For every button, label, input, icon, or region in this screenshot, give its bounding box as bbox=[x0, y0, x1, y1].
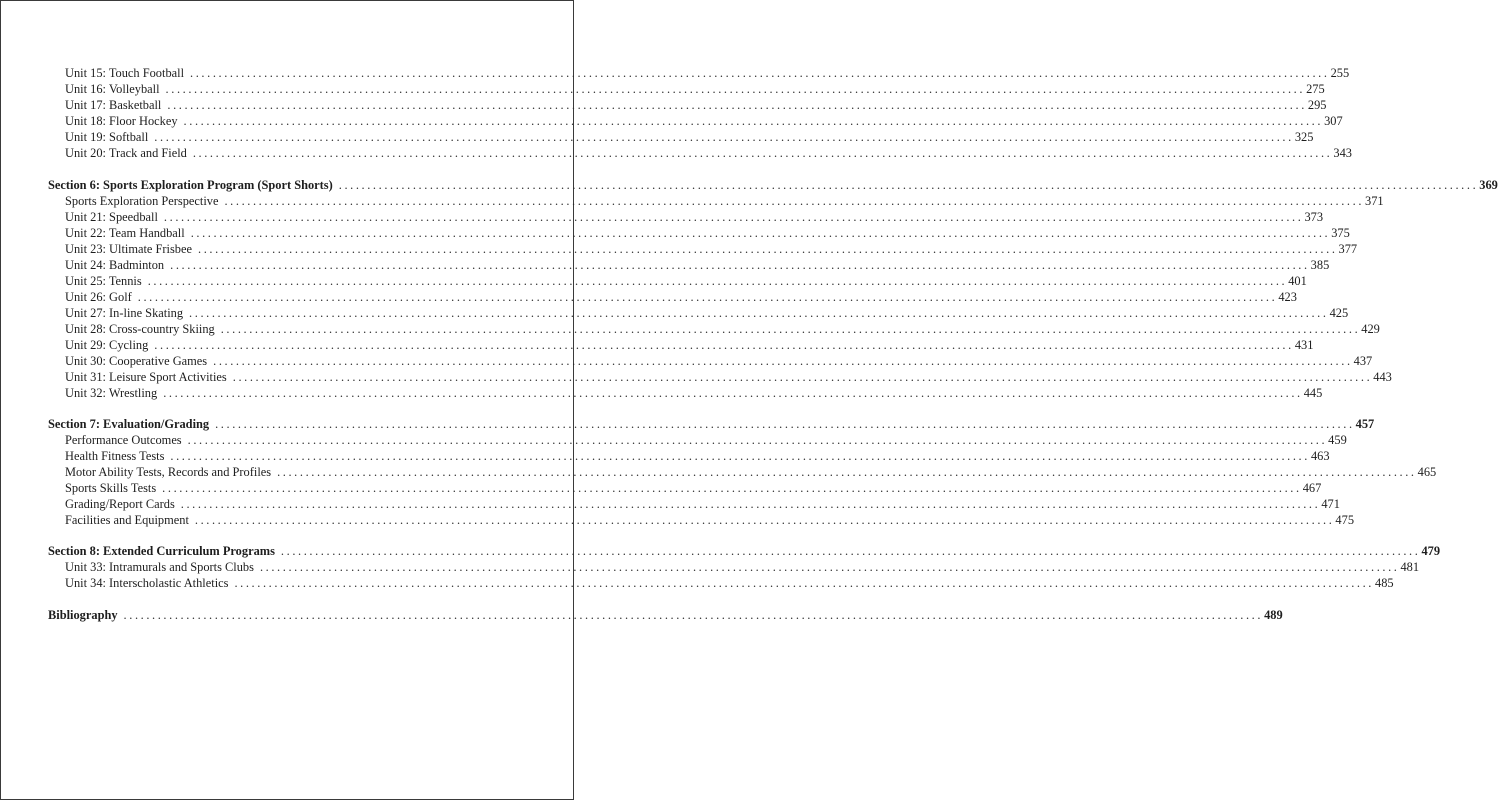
toc-entry-page-number: 275 bbox=[1306, 82, 1325, 96]
toc-entry-title: Health Fitness Tests bbox=[65, 449, 165, 463]
toc-entry-title: Unit 25: Tennis bbox=[65, 274, 142, 288]
toc-entry-title: Unit 32: Wrestling bbox=[65, 386, 158, 400]
toc-entry-title: Unit 22: Team Handball bbox=[65, 226, 185, 240]
toc-entry-page-number: 471 bbox=[1321, 497, 1340, 511]
toc-entry-title: Unit 28: Cross-country Skiing bbox=[65, 322, 215, 336]
toc-entry bbox=[65, 209, 1324, 225]
dot-leader: ........................................................................................................................................................................................................ bbox=[167, 98, 1307, 112]
dot-leader: ........................................................................................................................................................................................................ bbox=[137, 290, 1278, 304]
dot-leader: ........................................................................................................................................................................................................ bbox=[183, 114, 1324, 128]
toc-entry-page-number: 475 bbox=[1335, 513, 1355, 527]
toc-entry-page-number: 295 bbox=[1307, 98, 1327, 112]
toc-entry bbox=[65, 385, 1323, 401]
toc-entry-title: Unit 15: Touch Football bbox=[65, 66, 185, 80]
dot-leader: ........................................................................................................................................................................................................ bbox=[123, 608, 1264, 622]
toc-entry-page-number: 343 bbox=[1333, 146, 1352, 160]
toc-section-entry bbox=[48, 607, 1283, 623]
toc-entry-page-number: 423 bbox=[1278, 290, 1297, 304]
toc-entry-title: Unit 26: Golf bbox=[65, 290, 132, 304]
toc-entry bbox=[65, 448, 1330, 464]
toc-entry bbox=[65, 193, 1384, 209]
toc-entry-title: Facilities and Equipment bbox=[65, 513, 189, 527]
dot-leader: ........................................................................................................................................................................................................ bbox=[154, 130, 1294, 144]
toc-entry-page-number: 371 bbox=[1365, 194, 1384, 208]
toc-entry bbox=[65, 129, 1314, 145]
toc-entry-page-number: 431 bbox=[1294, 338, 1314, 352]
dot-leader: ........................................................................................................................................................................................................ bbox=[198, 242, 1338, 256]
toc-entry-title: Unit 29: Cycling bbox=[65, 338, 149, 352]
toc-entry-page-number: 429 bbox=[1361, 322, 1380, 336]
toc-entry-page-number: 463 bbox=[1310, 449, 1330, 463]
toc-entry-title: Section 8: Extended Curriculum Programs bbox=[48, 544, 275, 558]
toc-entry bbox=[65, 257, 1330, 273]
toc-entry-title: Sports Skills Tests bbox=[65, 481, 157, 495]
dot-leader: ........................................................................................................................................................................................................ bbox=[234, 576, 1374, 590]
toc-entry bbox=[65, 432, 1347, 448]
dot-leader: ........................................................................................................................................................................................................ bbox=[165, 82, 1306, 96]
toc-entry-title: Unit 34: Interscholastic Athletics bbox=[65, 576, 229, 590]
dot-leader: ........................................................................................................................................................................................................ bbox=[277, 465, 1417, 479]
toc-entry-title: Unit 23: Ultimate Frisbee bbox=[65, 242, 192, 256]
toc-entry-title: Section 7: Evaluation/Grading bbox=[48, 417, 210, 431]
dot-leader: ........................................................................................................................................................................................................ bbox=[338, 178, 1479, 192]
toc-entry-page-number: 485 bbox=[1375, 576, 1394, 590]
toc-entry-page-number: 467 bbox=[1302, 481, 1322, 495]
toc-entry bbox=[65, 369, 1392, 385]
toc-section-entry bbox=[48, 416, 1375, 432]
dot-leader: ........................................................................................................................................................................................................ bbox=[194, 513, 1335, 527]
toc-entry-title: Sports Exploration Perspective bbox=[65, 194, 219, 208]
toc-entry-page-number: 489 bbox=[1264, 608, 1283, 622]
toc-entry bbox=[65, 321, 1380, 337]
toc-entry-title: Motor Ability Tests, Records and Profiles bbox=[65, 465, 272, 479]
toc-entry bbox=[65, 273, 1307, 289]
dot-leader: ........................................................................................................................................................................................................ bbox=[147, 274, 1288, 288]
dot-leader: ........................................................................................................................................................................................................ bbox=[220, 322, 1361, 336]
toc-entry bbox=[65, 241, 1358, 257]
dot-leader: ........................................................................................................................................................................................................ bbox=[162, 481, 1302, 495]
toc-entry bbox=[65, 145, 1352, 161]
dot-leader: ........................................................................................................................................................................................................ bbox=[215, 417, 1355, 431]
dot-leader: ........................................................................................................................................................................................................ bbox=[163, 386, 1303, 400]
toc-entry-page-number: 385 bbox=[1310, 258, 1330, 272]
toc-entry bbox=[65, 575, 1394, 591]
toc-entry-page-number: 373 bbox=[1304, 210, 1324, 224]
dot-leader: ........................................................................................................................................................................................................ bbox=[170, 449, 1310, 463]
toc-entry-title: Unit 27: In-line Skating bbox=[65, 306, 184, 320]
toc-entry bbox=[65, 496, 1340, 512]
toc-entry-title: Unit 20: Track and Field bbox=[65, 146, 187, 160]
toc-entry-page-number: 377 bbox=[1338, 242, 1358, 256]
toc-entry-title: Section 6: Sports Exploration Program (Sport Shorts) bbox=[48, 178, 333, 192]
toc-entry-page-number: 443 bbox=[1373, 370, 1392, 384]
toc-entry-page-number: 401 bbox=[1288, 274, 1307, 288]
dot-leader: ........................................................................................................................................................................................................ bbox=[259, 560, 1400, 574]
toc-entry-title: Unit 19: Softball bbox=[65, 130, 149, 144]
toc-entry-page-number: 255 bbox=[1330, 66, 1350, 80]
toc-entry bbox=[65, 97, 1327, 113]
dot-leader: ........................................................................................................................................................................................................ bbox=[170, 258, 1310, 272]
toc-entry-page-number: 479 bbox=[1421, 544, 1441, 558]
toc-entry-page-number: 425 bbox=[1329, 306, 1349, 320]
toc-entry-title: Performance Outcomes bbox=[65, 433, 182, 447]
toc-entry-title: Unit 33: Intramurals and Sports Clubs bbox=[65, 560, 254, 574]
toc-section-entry bbox=[48, 543, 1441, 559]
toc-entry-title: Bibliography bbox=[48, 608, 118, 622]
toc-entry bbox=[65, 353, 1373, 369]
dot-leader: ........................................................................................................................................................................................................ bbox=[190, 66, 1330, 80]
dot-leader: ........................................................................................................................................................................................................ bbox=[224, 194, 1365, 208]
dot-leader: ........................................................................................................................................................................................................ bbox=[189, 306, 1329, 320]
dot-leader: ........................................................................................................................................................................................................ bbox=[180, 497, 1321, 511]
toc-entry-title: Unit 18: Floor Hockey bbox=[65, 114, 178, 128]
toc-entry-page-number: 325 bbox=[1294, 130, 1314, 144]
dot-leader: ........................................................................................................................................................................................................ bbox=[280, 544, 1421, 558]
toc-entry-page-number: 369 bbox=[1479, 178, 1498, 192]
toc-entry-title: Unit 16: Volleyball bbox=[65, 82, 160, 96]
toc-entry bbox=[65, 464, 1437, 480]
toc-entry-title: Unit 24: Badminton bbox=[65, 258, 165, 272]
toc-entry-page-number: 459 bbox=[1328, 433, 1347, 447]
toc-entry bbox=[65, 65, 1350, 81]
toc-entry bbox=[65, 289, 1297, 305]
toc-entry bbox=[65, 305, 1349, 321]
toc-entry bbox=[65, 113, 1343, 129]
dot-leader: ........................................................................................................................................................................................................ bbox=[163, 210, 1304, 224]
toc-entry-page-number: 375 bbox=[1331, 226, 1350, 240]
toc-entry-title: Unit 17: Basketball bbox=[65, 98, 162, 112]
dot-leader: ........................................................................................................................................................................................................ bbox=[192, 146, 1333, 160]
dot-leader: ........................................................................................................................................................................................................ bbox=[190, 226, 1331, 240]
toc-entry bbox=[65, 225, 1350, 241]
dot-leader: ........................................................................................................................................................................................................ bbox=[213, 354, 1353, 368]
toc-entry-page-number: 457 bbox=[1355, 417, 1375, 431]
toc-entry bbox=[65, 337, 1314, 353]
toc-entry-page-number: 465 bbox=[1417, 465, 1437, 479]
toc-entry bbox=[65, 81, 1325, 97]
toc-entry-page-number: 307 bbox=[1324, 114, 1343, 128]
toc-entry-page-number: 437 bbox=[1353, 354, 1373, 368]
toc-entry bbox=[65, 559, 1420, 575]
toc-entry bbox=[65, 480, 1322, 496]
dot-leader: ........................................................................................................................................................................................................ bbox=[232, 370, 1373, 384]
toc-entry-title: Unit 31: Leisure Sport Activities bbox=[65, 370, 227, 384]
toc-entry-title: Unit 30: Cooperative Games bbox=[65, 354, 208, 368]
toc-entry bbox=[65, 512, 1355, 528]
dot-leader: ........................................................................................................................................................................................................ bbox=[154, 338, 1294, 352]
toc-entry-page-number: 481 bbox=[1400, 560, 1420, 574]
dot-leader: ........................................................................................................................................................................................................ bbox=[187, 433, 1328, 447]
toc-entry-title: Grading/Report Cards bbox=[65, 497, 175, 511]
toc-entry-page-number: 445 bbox=[1303, 386, 1323, 400]
toc-section-entry bbox=[48, 177, 1498, 193]
toc-entry-title: Unit 21: Speedball bbox=[65, 210, 158, 224]
